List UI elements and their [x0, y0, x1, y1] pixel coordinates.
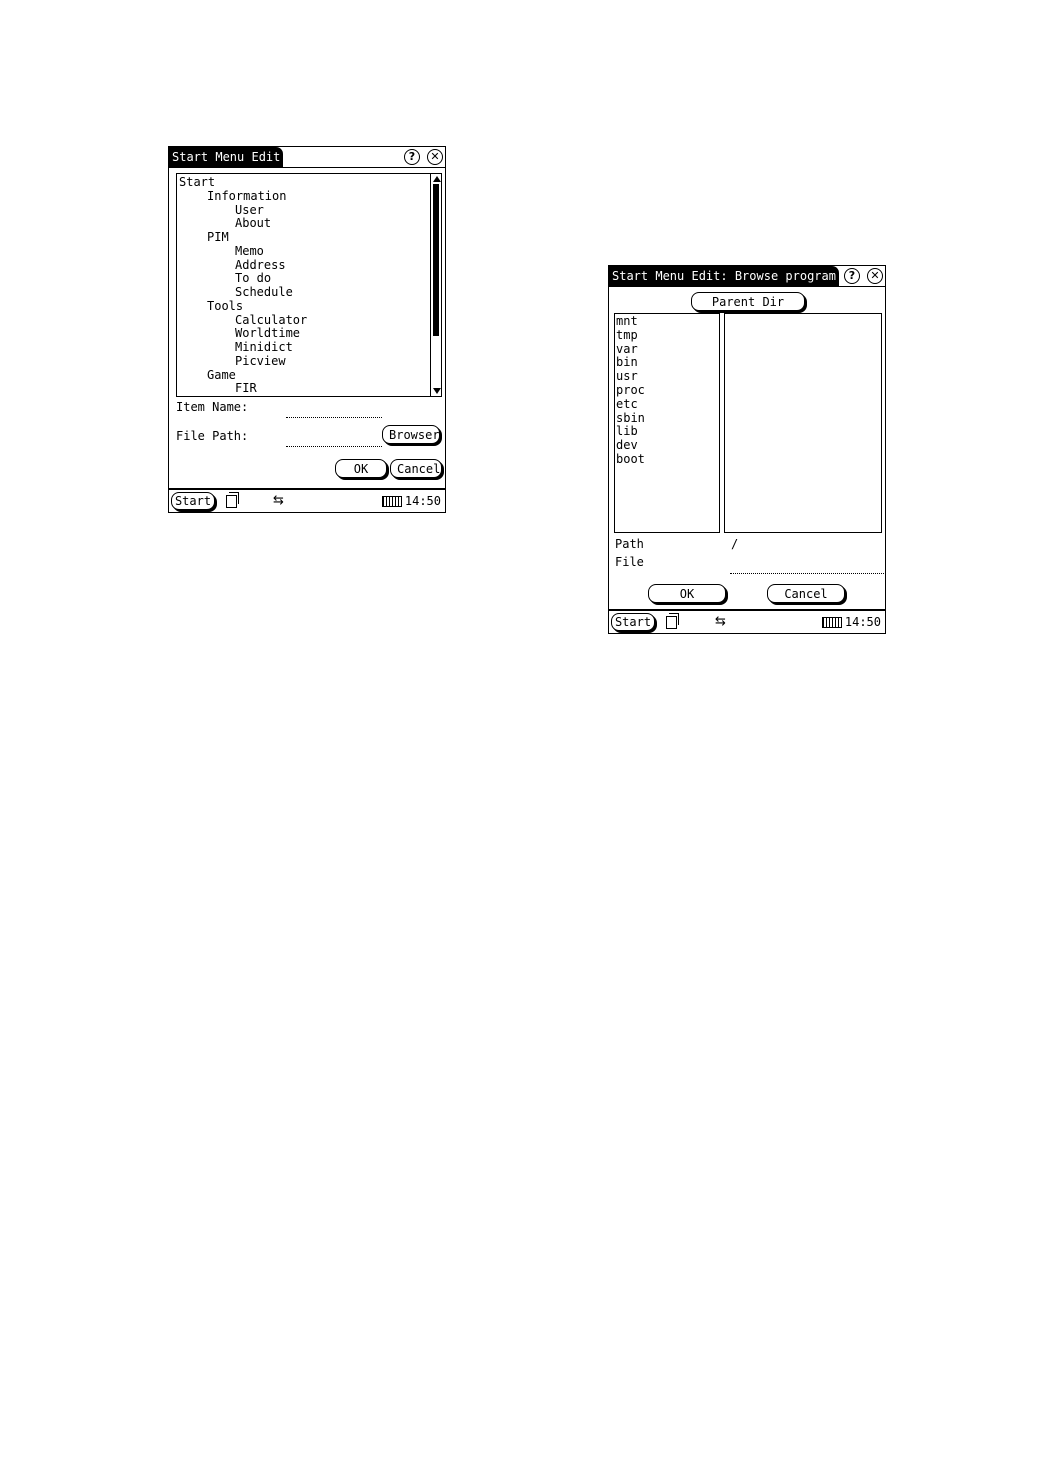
tree-item[interactable]: FIR [235, 381, 257, 396]
directory-item[interactable]: bin [616, 355, 638, 370]
tree-item[interactable]: Minidict [235, 340, 293, 354]
clock: 14:50 [404, 494, 441, 508]
close-circle-icon[interactable]: ✕ [867, 268, 883, 284]
directory-item[interactable]: usr [616, 369, 638, 384]
taskbar [169, 488, 445, 512]
directory-item[interactable]: lib [616, 424, 638, 439]
tree-item[interactable]: User [235, 202, 264, 217]
browse-program-window [608, 265, 886, 634]
directory-item[interactable]: var [616, 341, 638, 356]
directory-item[interactable]: boot [616, 452, 645, 466]
close-circle-icon[interactable]: ✕ [427, 149, 443, 165]
tree-item[interactable]: Memo [235, 243, 264, 258]
tree-scrollbar[interactable] [430, 174, 441, 396]
file-list[interactable] [724, 313, 882, 533]
windows-icon[interactable] [226, 495, 237, 508]
file-path-label: File Path: [176, 429, 249, 443]
path-label: Path [615, 537, 644, 551]
cancel-button[interactable]: Cancel [390, 459, 442, 478]
ok-button[interactable]: OK [335, 459, 387, 478]
item-name-field[interactable] [286, 417, 382, 418]
tree-item[interactable]: To do [235, 271, 272, 286]
directory-item[interactable]: sbin [616, 410, 645, 425]
question-circle-icon[interactable]: ? [844, 268, 860, 284]
file-label: File [615, 555, 644, 569]
directory-item[interactable]: dev [616, 438, 638, 453]
tree-item[interactable]: Information [207, 188, 287, 203]
menu-tree[interactable] [176, 173, 442, 397]
title-bar [609, 266, 885, 287]
browser-button[interactable]: Browser [382, 425, 440, 444]
tree-item[interactable]: About [235, 216, 272, 231]
directory-item[interactable]: mnt [616, 314, 638, 328]
scroll-up-arrow-icon[interactable] [433, 176, 441, 182]
directory-item[interactable]: etc [616, 396, 638, 411]
tree-item[interactable]: Tools [207, 298, 244, 313]
file-field[interactable] [730, 573, 884, 574]
sync-icon[interactable]: ⇆ [273, 493, 284, 508]
scroll-thumb[interactable] [433, 184, 439, 336]
tree-item[interactable]: Picview [235, 353, 286, 368]
title-bar [169, 147, 445, 168]
clock: 14:50 [844, 615, 881, 629]
window-title: Start Menu Edit [169, 147, 283, 167]
keyboard-icon[interactable] [382, 496, 402, 507]
directory-list[interactable] [614, 313, 720, 533]
tree-item[interactable]: Schedule [235, 285, 293, 299]
tree-item[interactable]: Address [235, 257, 286, 272]
cancel-button[interactable]: Cancel [767, 584, 845, 603]
file-path-field[interactable] [286, 446, 382, 447]
tree-item[interactable]: Calculator [235, 312, 308, 327]
ok-button[interactable]: OK [648, 584, 726, 603]
question-circle-icon[interactable]: ? [404, 149, 420, 165]
directory-item[interactable]: proc [616, 383, 645, 397]
start-button[interactable]: Start [171, 492, 215, 510]
sync-icon[interactable]: ⇆ [715, 614, 726, 629]
start-menu-edit-window [168, 146, 446, 513]
window-title: Start Menu Edit: Browse program [609, 266, 839, 286]
taskbar [609, 609, 885, 633]
tree-item[interactable]: PIM [207, 230, 229, 244]
keyboard-icon[interactable] [822, 617, 842, 628]
tree-item[interactable]: Worldtime [235, 326, 301, 341]
scroll-down-arrow-icon[interactable] [433, 388, 441, 394]
directory-item[interactable]: tmp [616, 327, 638, 342]
start-button[interactable]: Start [611, 613, 655, 631]
tree-item[interactable]: Game [207, 367, 236, 382]
windows-icon[interactable] [666, 616, 677, 629]
parent-dir-button[interactable]: Parent Dir [691, 292, 805, 311]
path-value: / [731, 537, 739, 551]
item-name-label: Item Name: [176, 400, 249, 414]
tree-item[interactable]: Start [179, 175, 216, 189]
